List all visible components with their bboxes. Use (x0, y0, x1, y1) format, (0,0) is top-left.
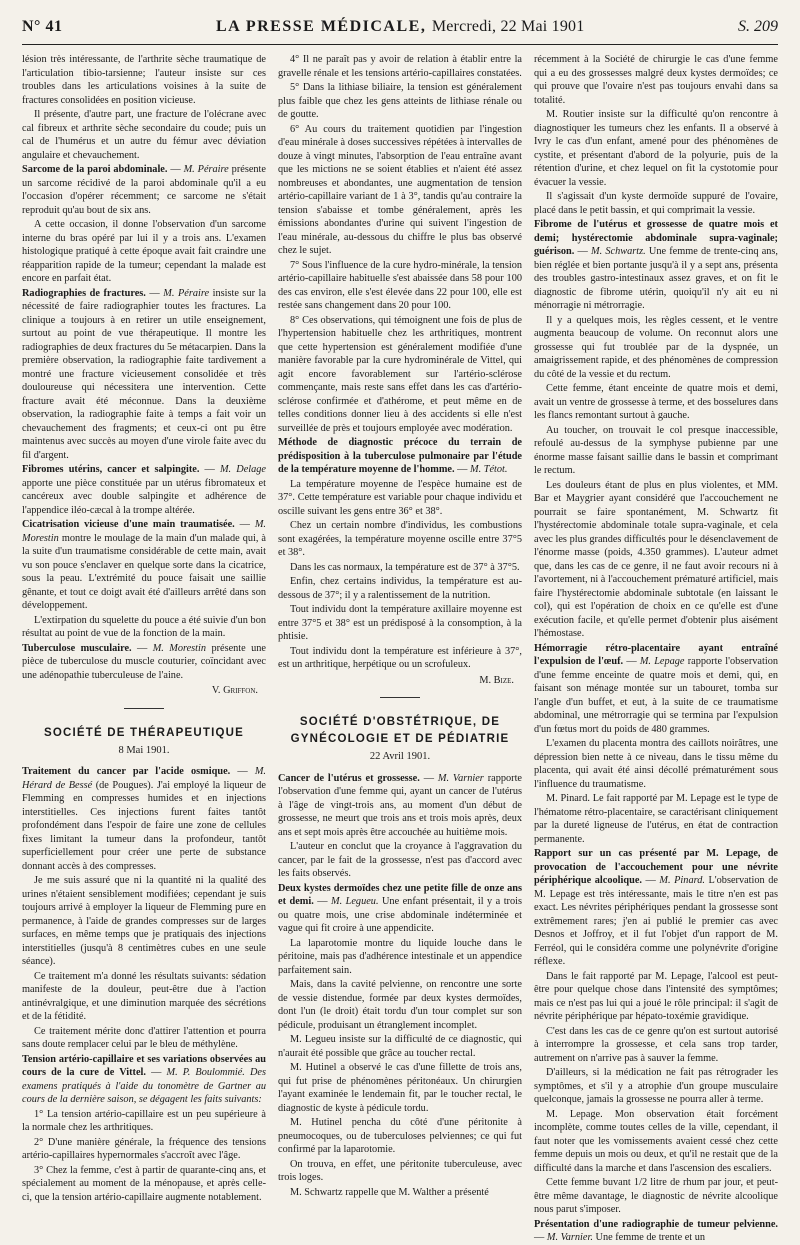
paragraph: Cette femme buvant 1/2 litre de rhum par jour, et peut-être même davantage, le diagnostic de névrite alcoolique nous parut s'imposer. (534, 1177, 778, 1215)
article-cicatrisation: Cicatrisation vicieuse d'une main traumatisée. — M. Morestin montre le moulage de la main d'un malade qui, à la suite d'un traumatisme considérable de cette main, avait vu son pouce s'enclaver en quelque sorte dans la cicatrice, sous la peau. L'extrémité du pouce faisait une saillie gênante, et tout ce doigt avait été d'ailleurs arrêté dans son développement. (22, 519, 267, 611)
article-methode: Méthode de diagnostic précoce du terrain de prédisposition à la tuberculose pulmonaire par l'étude de la température moyenne de l'homme. — M. Tétot. (278, 437, 522, 475)
article-text: Une femme de trente-cinq ans, bien réglée et bien portante jusqu'à il y a sept ans, présenta des troubles gastro-intestinaux assez graves, et on fit le diagnostic de fibrome utérin, quoiqu'il n'y ait eu ni ménorragie ni métrorragie. (534, 246, 778, 311)
paragraph: 1° La tension artério-capillaire est un peu supérieure à la normale chez les arthritiques. (22, 1108, 266, 1133)
page-header (22, 18, 778, 45)
paragraph: 8° Ces observations, qui témoignent une fois de plus de l'hypertension habituelle chez les arthritiques, montrent que cette hypertension est généralement modifiée d'une manière favorable par la cure hydrominérale de Vittel, qui agit encore favorablement sur l'artério-sclérose commençante, mais reste sans effet dans les cas d'artério-sclérose confirmée et d'athérome, et peut même en de telles conditions donner lieu à des accidents si elle n'est surveillée de près et toujours employée avec modération. (278, 314, 522, 434)
paragraph: lésion très intéressante, de l'arthrite sèche traumatique de l'articulation tibio-tarsienne; l'auteur insiste sur ces troubles dans les articulations voisines à la suite de fractures consolidées en position vicieuse. (22, 54, 266, 106)
article-author: M. Schwartz. (591, 246, 646, 257)
article-author: M. Morestin (152, 642, 207, 654)
article-heading: Cancer de l'utérus et grossesse. (278, 772, 420, 784)
column-3 (534, 53, 779, 1243)
paragraph: M. Schwartz rappelle que M. Walther a présenté (290, 1186, 489, 1198)
section-date: 8 Mai 1901. (118, 744, 170, 756)
article-heading: Tension artério-capillaire et ses variations observées au cours de la cure de Vittel. (22, 1053, 266, 1078)
paragraph: 6° Au cours du traitement quotidien par l'ingestion d'eau minérale à doses successives répétées à intervalles de douze à vingt minutes, l'absorption de l'eau entraîne avant que les mictions ne se soient établies et n'aient été assez nombreuses et abondantes, une augmentation de tension artério-capillaire variant de 1 à 3°, tandis qu'au contraire la tension s'abaisse et tombe généralement, après les émissions abondantes d'urine qui suivent l'ingestion de l'eau minérale, au-dessous du chiffre le plus bas observé chez le sujet. (278, 123, 522, 256)
article-author: M. Tétot. (470, 464, 508, 475)
paragraph: La température moyenne de l'espèce humaine est de 37°. Cette température est variable pour chaque individu et oscille suivant les gens entre 36° et 38°. (278, 478, 522, 517)
article-sarcome: Sarcome de la paroi abdominale. — M. Péraire présente un sarcome récidivé de la paroi abdominale qu'il a eu l'occasion d'opérer récemment; ce sarcome ne s'était reproduit qu'au bout de six ans. (22, 164, 266, 216)
article-text: montre le moulage de la main d'un malade qui, à la suite d'un traumatisme considérable de cette main, avait vu son pouce s'enclaver en quelque sorte dans la cicatrice, sous la peau. L'extrémité du pouce faisait une saillie gênante, et tout ce doigt avait été d'ailleurs arrêté dans son développement. (22, 532, 267, 611)
text-columns (22, 53, 779, 1243)
paragraph: Les douleurs étant de plus en plus violentes, et MM. Bar et Maygrier ayant considéré que l'accouchement ne pourrait se faire spontanément, M. Schwartz fit l'hystérectomie abdominale totale supra-vaginale, et cela avec les plus grandes difficultés pour le désenclavement de l'énorme masse (poids, 4.350 grammes). L'auteur admet que, dans les cas de ce genre, il ne faut avoir recours ni à l'avortement, ni à l'accouchement prématuré artificiel, mais faire l'hystérectomie abdominale subtotale (en laissant le col), qui est l'opération de choix en ce qu'elle est d'une exécution facile, et qu'elle permet d'obtenir plus aisément l'hémostase. (534, 479, 778, 639)
article-radio: Radiographies de fractures. — M. Péraire insiste sur la nécessité de faire radiographier toutes les fractures. La clinique a toujours à en retirer un utile enseignement, surtout au point de vue thérapeutique. Il montre les radiographies de deux fractures du 5e métacarpien. Dans la première observation, la radiographie faite tardivement a montré une fracture vicieusement consolidée et très douloureuse qui nécessitera une intervention. Cette fracture avait été méconnue. Dans la deuxième observation, la radiographie faite à temps a fait voir un chevauchement des fragments; et ceux-ci ont pu être maintenus avec succès au moyen d'une virole faite avec du fil d'argent. (22, 287, 266, 461)
paragraph: récemment à la Société de chirurgie le cas d'une femme qui a eu des grossesses malgré deux kystes dermoïdes; ce qui prouve que l'ovaire n'est pas toujours envahi dans sa totalité. (534, 54, 778, 106)
article-author: M. P. Boulommié. (166, 1067, 245, 1078)
section-date: 22 Avril 1901. (369, 751, 431, 762)
article-author: M. Varnier. (546, 1232, 593, 1243)
article-text: Une femme de trente et un (595, 1232, 706, 1243)
article-author: M. Delage (219, 464, 266, 475)
section-title: SOCIÉTÉ D'OBSTÉTRIQUE, DE GYNÉCOLOGIE ET DE PÉDIATRIE (290, 716, 510, 745)
article-author: M. Hérard de Bessé (22, 766, 266, 791)
journal-name: LA PRESSE MÉDICALE, (216, 18, 427, 35)
article-fibromes: Fibromes utérins, cancer et salpingite. — M. Delage apporte une pièce constituée par un utérus fibromateux et cancéreux avec double salpingite et adhérence de l'appendice iléo-cæcal à la trompe altérée. (22, 464, 266, 516)
article-heading: Sarcome de la paroi abdominale. (22, 164, 168, 175)
section-title: SOCIÉTÉ DE THÉRAPEUTIQUE (43, 726, 245, 739)
paragraph: 2° D'une manière générale, la fréquence des tensions artério-capillaires hypernormales s'accroît avec l'âge. (22, 1136, 266, 1161)
section-divider (380, 697, 420, 698)
paragraph: M. Legueu insiste sur la difficulté de ce diagnostic, qui n'aurait été possible que grâce au toucher rectal. (278, 1034, 522, 1059)
paragraph: Il y a quelques mois, les règles cessent, et le ventre augmenta beaucoup de volume. On reconnut alors une grossesse qui fut troublée par de la dyspnée, un amaigrissement rapide, et des phénomènes de compression du côté de la vessie et du rectum. (534, 314, 778, 380)
article-rapport: Rapport sur un cas présenté par M. Lepage, de provocation de l'accouchement pour une névrite périphérique alcoolique. — M. Pinard. L'observation de M. Lepage est très intéressante, mais le titre n'en est pas exact. Les névrites périphériques pendant la grossesse sont extrêmement rares; j'en ai publié le premier cas avec Desnos et Joffroy, et il fut l'objet d'un rapport de M. Ferréol, qui le considéra comme une polynévrite d'origine réflexe. (534, 848, 778, 967)
article-heading: Méthode de diagnostic précoce du terrain de prédisposition à la tuberculose pulmonaire par l'étude de la température moyenne de l'homme. (278, 437, 522, 475)
paragraph: A cette occasion, il donne l'observation d'un sarcome interne du bras opéré par lui il y a trois ans. L'examen histologique pratiqué à cette époque avait fait craindre une réapparition rapide de la tumeur; cependant la malade est encore en parfait état. (22, 219, 266, 284)
paragraph: D'ailleurs, si la médication ne fait pas rétrograder les symptômes, et s'il y a atrophie d'un groupe musculaire quelconque, jamais la grossesse ne pourra aller à terme. (534, 1067, 778, 1105)
signature: M. Bize. (479, 674, 514, 686)
article-text: rapporte l'observation d'une femme qui, ayant un cancer de l'utérus à l'âge de vingt-trois ans, au moment d'un début de grossesse, ne meurt que trois ans et trois mois après, deux ans et sept mois après être accouchée au huitième mois. (278, 772, 523, 838)
article-author: M. Lepage (639, 656, 685, 667)
article-author: M. Morestin (22, 519, 267, 544)
paragraph: Tout individu dont la température est inférieure à 37°, est un arthritique, herpétique ou un scrofuleux. (278, 645, 522, 670)
article-author: M. Varnier (437, 772, 484, 784)
article-heading: Hémorragie rétro-placentaire ayant entraîné l'expulsion de l'œuf. (534, 642, 778, 667)
paragraph: M. Pinard. Le fait rapporté par M. Lepage est le type de l'hématome rétro-placentaire, se caractérisant cliniquement par la dureté ligneuse de l'utérus, en état de contraction permanente. (534, 793, 778, 845)
article-heading: Rapport sur un cas présenté par M. Lepage, de provocation de l'accouchement pour une névrite périphérique alcoolique. (534, 848, 778, 886)
paragraph: Enfin, chez certains individus, la température est au-dessous de 37°; il y a ralentissement de la nutrition. (278, 576, 522, 601)
article-text: présente une pièce de tuberculose du muscle couturier, coïncidant avec une adénopathie tuberculeuse de l'aine. (22, 642, 266, 681)
issue-date: Mercredi, 22 Mai 1901 (431, 18, 585, 35)
paragraph: Il présente, d'autre part, une fracture de l'olécrane avec cal fibreux et arthrite sèche secondaire du coude; puis un cal de l'humérus et un autre du fémur avec déviation angulaire et chevauchement. (22, 109, 266, 161)
paragraph: L'examen du placenta montra des caillots noirâtres, une dépression bien nette à ce niveau, dans le tissu même du placenta, qui avait été ainsi décollé prématurément sous l'influence du traumatisme. (534, 738, 778, 790)
journal-title (216, 18, 584, 36)
article-tension: Tension artério-capillaire et ses variations observées au cours de la cure de Vittel. — M. P. Boulommié. Des examens pratiqués à l'aide du tonomètre de Gartner au cours de la dernière saison, se dégagent les faits suivants: (22, 1053, 267, 1105)
article-heading: Traitement du cancer par l'acide osmique. (22, 766, 231, 777)
paragraph: L'extirpation du squelette du pouce a été suivie d'un bon résultat au point de vue de la fonction de la main. (22, 614, 266, 639)
article-heading: Fibromes utérins, cancer et salpingite. (22, 464, 200, 475)
article-author: M. Legueu. (331, 896, 379, 907)
paragraph: Au toucher, on trouvait le col presque inaccessible, refoulé au-dessus de la symphyse pubienne par une énorme masse faisant saillie dans le bassin et comprimant le rectum. (534, 424, 778, 476)
paragraph: Tout individu dont la température axillaire moyenne est entre 37°5 et 38° est un prédisposé à la consomption, à la phtisie. (278, 604, 522, 642)
folio-number: S. 209 (737, 18, 778, 35)
paragraph: Il s'agissait d'un kyste dermoïde suppuré de l'ovaire, placé dans le petit bassin, et qui comprimait la vessie. (534, 191, 778, 216)
paragraph: Dans les cas normaux, la température est de 37° à 37°5. (290, 561, 520, 573)
paragraph: On trouva, en effet, une péritonite tuberculeuse, avec trois loges. (278, 1158, 522, 1183)
article-author: M. Pinard. (659, 875, 705, 886)
section-divider (124, 708, 164, 709)
article-text: insiste sur la nécessité de faire radiographier toutes les fractures. La clinique a toujours à en retirer un utile enseignement, surtout au point de vue thérapeutique. Il montre les radiographies de deux fractures du 5e métacarpien. Dans la première observation, la radiographie faite tardivement a montré une fracture vicieusement consolidée et très douloureuse qui nécessitera une intervention. Cette fracture avait été méconnue. Dans la deuxième observation, la radiographie faite à temps a fait voir un chevauchement des fragments; et ceux-ci ont pu être maintenus avec succès au moyen d'une virole faite avec du fil d'argent. (22, 287, 266, 461)
paragraph: M. Lepage. Mon observation était forcément incomplète, comme toutes celles de la ville, cependant, il faut noter que les vomissements avaient cessé chez cette femme depuis un mois ou deux, et qu'il ne restait que de la difficulté dans la marche et dans l'ascension des escaliers. (534, 1108, 778, 1174)
article-text: (de Pougues). J'ai employé la liqueur de Flemming en compresses humides et en injections interstitielles. Ces injections furent faites tantôt profondément dans l'espoir de faire une zone de cellules fixes limitant la tumeur dans la profondeur, tantôt superficiellement pour créer une perte de substance donnant accès à des compresses. (22, 779, 267, 872)
article-heading: Présentation d'une radiographie de tumeur pelvienne. (534, 1218, 778, 1230)
column-1 (22, 53, 267, 1203)
article-heading: Fibrome de l'utérus et grossesse de quatre mois et demi; hystérectomie abdominale supra-vaginale; guérison. (534, 219, 778, 257)
article-hemorragie: Hémorragie rétro-placentaire ayant entraîné l'expulsion de l'œuf. — M. Lepage rapporte l'observation d'une femme enceinte de quatre mois et demi, qui, en faisant son ménage montée sur un tabouret, tomba sur l'angle d'un buffet, et eut, à la suite de ce traumatisme abdominal, une métrorragie qui se termina par l'expulsion d'un fœtus mort du poids de 480 grammes. (534, 642, 779, 735)
article-heading: Cicatrisation vicieuse d'une main traumatisée. (22, 519, 235, 530)
paragraph: Dans le fait rapporté par M. Lepage, l'alcool est peut-être pour quelque chose dans l'intensité des symptômes; mais ce n'est pas lui qui a joué le rôle principal: il s'agit de névrite périphérique par hépato-toxémie gravidique. (534, 970, 778, 1022)
article-text: apporte une pièce constituée par un utérus fibromateux et cancéreux avec double salpingite et adhérence de l'appendice iléo-cæcal à la trompe altérée. (22, 477, 266, 516)
paragraph: Ce traitement mérite donc d'attirer l'attention et pourra sans doute remplacer celui par le bleu de méthylène. (22, 1025, 266, 1050)
paragraph: M. Hutinel a observé le cas d'une fillette de trois ans, qui fut prise de phénomènes péritonéaux. Un chirurgien l'ayant examinée le lendemain fit, par le toucher rectal, le diagnostic de kyste à pédicule tordu. (278, 1062, 522, 1114)
article-kystes: Deux kystes dermoïdes chez une petite fille de onze ans et demi. — M. Legueu. Une enfant présentait, il y a trois ou quatre mois, une crise abdominale indéterminée et vague qui fit croire à une appendicite. (278, 882, 523, 934)
paragraph: 5° Dans la lithiase biliaire, la tension est généralement plus faible que chez les gens atteints de lithiase rénale ou de goutte. (278, 82, 522, 120)
column-2 (278, 53, 523, 1198)
article-author: M. Péraire (183, 164, 229, 175)
paragraph: M. Routier insiste sur la difficulté qu'on rencontre à diagnostiquer les tumeurs chez les enfants. Il a observé à Ivry le cas d'un enfant, amené pour des phénomènes de cystite, et présentant d'abord de la polyurie, puis de la rétention d'urine, et chez lequel on fit la cystotomie pour évacuer la vessie. (534, 109, 778, 188)
paragraph: Mais, dans la cavité pelvienne, on rencontre une sorte de vessie distendue, formée par deux kystes dermoïdes, dont l'un (le droit) était tordu d'un tour complet sur son pédicule, produisant un étranglement incomplet. (278, 979, 522, 1031)
article-presentation: Présentation d'une radiographie de tumeur pelvienne. — M. Varnier. Une femme de trente et un (534, 1218, 778, 1243)
article-author: M. Péraire (163, 287, 210, 299)
article-text: L'observation de M. Lepage est très intéressante, mais le titre n'en est pas exact. Les névrites périphériques pendant la grossesse sont extrêmement rares; j'en ai publié le premier cas avec Desnos et Joffroy, et il fut l'objet d'un rapport de M. Ferréol, qui le considéra comme une polynévrite d'origine réflexe. (534, 875, 778, 967)
article-heading: Deux kystes dermoïdes chez une petite fille de onze ans et demi. (278, 882, 522, 907)
paragraph: C'est dans les cas de ce genre qu'on est surtout autorisé à interrompre la grossesse, et cela sans trop tarder, autrement on n'arrive pas à sauver la femme. (534, 1025, 778, 1064)
paragraph: Ce traitement m'a donné les résultats suivants: sédation manifeste de la douleur, peut-être due à l'action antinévralgique, et une diminution marquée des sécrétions et de la fétidité. (22, 970, 266, 1022)
article-text: rapporte l'observation d'une femme enceinte de quatre mois et demi, qui, en faisant son ménage montée sur un tabouret, tomba sur l'angle d'un buffet, et eut, à la suite de ce traumatisme abdominal, une métrorragie qui se termina par l'expulsion d'un fœtus mort du poids de 480 grammes. (534, 656, 779, 735)
paragraph: Cette femme, étant enceinte de quatre mois et demi, avait un ventre de grossesse à terme, et des bosselures dans les flancs remontant surtout à gauche. (534, 383, 778, 421)
signature: V. Griffon. (211, 685, 258, 696)
article-heading: Radiographies de fractures. (22, 287, 146, 299)
article-text: Une enfant présentait, il y a trois ou quatre mois, une crise abdominale indéterminée et vague qui fit croire à une appendicite. (278, 896, 523, 934)
article-osmique: Traitement du cancer par l'acide osmique. — M. Hérard de Bessé (de Pougues). J'ai employé la liqueur de Flemming en compresses humides et en injections interstitielles. Ces injections furent faites tantôt profondément dans l'espoir de faire une zone de cellules fixes limitant la tumeur dans la profondeur, tantôt superficiellement pour créer une perte de substance donnant accès à des compresses. (22, 766, 267, 872)
paragraph: 3° Chez la femme, c'est à partir de quarante-cinq ans, et spécialement au moment de la ménopause, et après celle-ci, que la tension artério-capillaire augmente notablement. (22, 1164, 266, 1203)
paragraph: Chez un certain nombre d'individus, les combustions sont exagérées, la température moyenne oscille entre 37°5 et 38°. (278, 520, 522, 558)
paragraph: Je me suis assuré que ni la quantité ni la qualité des urines n'étaient sensiblement modifiées; cependant je suis toujours arrivé à employer la liqueur de Flemming pure en permanence, à l'aide de grandes compresses sur de larges surfaces, en même temps que je pratiquais des injections interstitielles (jusqu'à 8 centimètres cubes en une seule séance). (22, 875, 266, 967)
paragraph: 7° Sous l'influence de la cure hydro-minérale, la tension artério-capillaire habituelle s'est abaissée dans 58 pour 100 des cas environ, elle s'est élevée dans 22 pour 100, elle est restée sans changement dans 20 pour 100. (278, 259, 522, 311)
article-subtitle: Des examens pratiqués à l'aide du tonomètre de Gartner au cours de la dernière saison, se dégagent les faits suivants: (22, 1067, 267, 1105)
article-cancer: Cancer de l'utérus et grossesse. — M. Varnier rapporte l'observation d'une femme qui, ayant un cancer de l'utérus à l'âge de vingt-trois ans, au moment d'un début de grossesse, ne meurt que trois ans et trois mois après, deux ans et sept mois après être accouchée au huitième mois. (278, 772, 523, 838)
paragraph: L'auteur en conclut que la croyance à l'aggravation du cancer, par le fait de la grossesse, n'est pas d'accord avec les faits observés. (278, 841, 522, 879)
paragraph: La laparotomie montre du liquide louche dans le péritoine, mais pas d'adhérence intestinale et un appendice parfaitement sain. (278, 937, 522, 976)
page-number: N° 41 (22, 18, 63, 35)
article-fibrome: Fibrome de l'utérus et grossesse de quatre mois et demi; hystérectomie abdominale supra-vaginale; guérison. — M. Schwartz. Une femme de trente-cinq ans, bien réglée et bien portante jusqu'à il y a sept ans, présenta des troubles gastro-intestinaux assez graves, et on fit le diagnostic de fibrome utérin, quoiqu'il n'y ait eu ni ménorragie ni métrorragie. (534, 219, 778, 311)
article-text: présente un sarcome récidivé de la paroi abdominale qu'il a eu l'occasion d'opérer récemment; ce sarcome ne s'était reproduit qu'au bout de six ans. (22, 164, 266, 216)
article-tuberculose: Tuberculose musculaire. — M. Morestin présente une pièce de tuberculose du muscle couturier, coïncidant avec une adénopathie tuberculeuse de l'aine. (22, 642, 266, 681)
paragraph: 4° Il ne paraît pas y avoir de relation à établir entre la gravelle rénale et les tensions artério-capillaires constatées. (278, 54, 522, 79)
paragraph: M. Hutinel pencha du côté d'une péritonite à pneumocoques, ou de tuberculoses pelviennes; ce qui fut confirmé par la laparotomie. (278, 1117, 522, 1155)
article-heading: Tuberculose musculaire. (22, 642, 132, 654)
